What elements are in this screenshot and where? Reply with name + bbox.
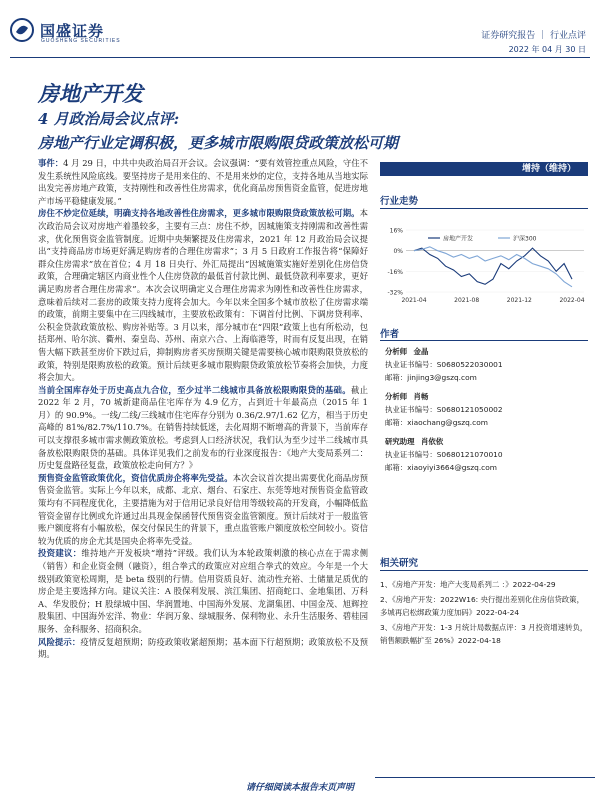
analyst-2-name: 肖畅 (413, 392, 429, 401)
logo-name-cn: 国盛证券 (40, 21, 105, 40)
event-text: 4 月 29 日，中共中央政治局召开会议。会议强调：“要有效管控重点风险，守住不发生系统性风险底线。要坚持房子是用来住的、不是用来炒的定位，支持各地从当地实际出发完善房地产政策，支持刚性和改善性住房需求，优化商品房预售资金监管，促进房地产市场平稳健康发展。” (38, 158, 368, 206)
analyst-2 (385, 390, 590, 429)
analyst-1-email[interactable]: 邮箱：jinjing3@gszq.com (385, 373, 477, 382)
paragraph-policy-text: 本次政治局会议对房地产着墨较多，主要有三点：房住不炒，因城施策支持刚需和改善性需求，优化预售资金监管制度。近期中央频繁提及住房需求，2021 年 12 月政治局会议提出“支持商品房市场更好满足购房者的合理住房需求”；3 月 5 日政府工作报告将“保障好群众住房需求”放在首位；4 月 18 日央行、外汇局提出“因城施策实施好差别化住房信贷政策，合理确定辖区内商业性个人住房贷款的最低首付款比例、最低贷款利率要求，更好满足购房者合理住房需求”。本次会议明确定义合理住房需求为刚性和改善性住房需求，意味着后续对二套房的政策支持力度将会加大。今年以来全国多个城市放松了住房需求端的政策，前期主要集中在三四线城市，主要放松政策有：下调首付比例、下调房贷利率、公积金贷款政策放松、购房补贴等。3 月以来，部分城市在“四限”政策上也有所松动，包括郑州、哈尔滨、衢州、秦皇岛、苏州、南京六合、上海临港等，时而有反复出现，在销售大幅下跌甚至房价下跌过后，抑制购房者买房预期关键是需要核心城市限购限贷放松的政策，特别是限购放松的政策。预计后续更多城市限购限贷政策放松节奏将会加快，力度将会加大。 (38, 208, 368, 383)
analyst-3-role: 研究助理 (385, 437, 415, 446)
paragraph-policy-head: 房住不炒定位延续，明确支持各地改善性住房需求，更多城市限购限贷政策放松可期。 (38, 208, 360, 219)
series-line-csi300 (414, 247, 572, 287)
analysts-title: 作者 (380, 329, 400, 340)
event-label: 事件： (38, 158, 64, 168)
paragraph-presale-text: 本次会议首次提出需要优化商品房预售资金监管。实际上今年以来，成都、北京、烟台、石家庄、东莞等地对预售资金监管政策均有不同程度优化，主要措施为对于信用记录良好信用等级较高的开发商，小幅降低监管资金留存比例或允许通过出具现金保函替代预售资金监管额度。预计后续对于一般监管账户额度将有小幅放松，保交付保民生的背景下，重点监管账户额度放松空间较小。资信较为优质的房企尤其是国央企将率先受益。 (38, 472, 369, 546)
analyst-3-name: 肖依依 (420, 437, 444, 446)
analysts-list (385, 345, 590, 474)
analyst-1-cert: 执业证书编号：S0680522030001 (385, 360, 503, 369)
x-tick-label: 2021-08 (454, 297, 480, 304)
analyst-1-name: 金晶 (413, 347, 429, 356)
report-title-line2: 房地产行业定调积极，更多城市限购限贷政策放松可期 (38, 134, 399, 152)
paragraph-investment (38, 547, 368, 635)
paragraph-presale-head: 预售资金监管政策优化，资信优质房企将率先受益。 (38, 472, 233, 483)
paragraph-inventory-text: 截止 2022 年 2 月，70 城新建商品住宅库存为 4.9 亿方，占到近十年最高点（2015 年 1 月）的 90.9%。一线/二线/三线城市住宅库存分别为 0.36/2.97/1.62 亿方，相当于历史高峰的 81%/82.7%/110.7%。在销售持续低迷，去化周期不断增高的背景下，当前库存可以支撑很多城市需求侧政策放松。考虑到人口经济状况，我们认为至少过半二线城市具备放松限购限贷的基础。具体详见我们之前发布的行业深度报告：《地产大变局系列二：历史复盘路径复盘，政策放松走向何方？》 (38, 384, 369, 471)
paragraph-inventory (38, 384, 368, 472)
paragraph-investment-head: 投资建议： (38, 548, 82, 559)
analyst-2-role: 分析师 (385, 392, 408, 401)
analyst-2-cert: 执业证书编号：S0680121050002 (385, 405, 503, 414)
related-list (380, 578, 588, 649)
analyst-2-email[interactable]: 邮箱：xiaochang@gszq.com (385, 418, 488, 427)
report-body (38, 157, 368, 661)
trend-chart (380, 220, 588, 320)
y-tick-label: -32% (387, 289, 403, 297)
related-item[interactable]: 3、《房地产开发：1-3 月统计局数据点评：3 月投资增速转负，销售额跌幅扩至 26%》2022-04-18 (380, 623, 588, 645)
x-tick-label: 2022-04 (559, 297, 585, 304)
paragraph-risk-head: 风险提示： (38, 636, 81, 647)
logo-name-en: GUOSHENG SECURITIES (41, 38, 121, 44)
related-divider (380, 570, 588, 571)
related-item[interactable]: 1、《房地产开发：地产大变局系列二 ：》2022-04-29 (380, 580, 556, 589)
analyst-3 (385, 435, 590, 474)
event-paragraph (38, 157, 368, 207)
related-item[interactable]: 2、《房地产开发：2022W16: 央行提出差别化住房信贷政策，多城再启松绑政策力度加码》2022-04-24 (380, 595, 584, 617)
y-tick-label: 16% (389, 227, 403, 235)
footer-note: 请仔细阅读本报告末页声明 (245, 783, 354, 793)
x-tick-label: 2021-12 (506, 297, 532, 304)
trend-divider (380, 208, 588, 209)
paragraph-investment-text: 维持地产开发板块“增持”评级。我们认为本轮政策刺激的核心点在于需求侧（销售）和企业资金侧（融资），组合拳式的政策应对应组合拳式的效应。今年是一个大级别政策宽松周期，是 beta 级别的行情。信用资质良好、流动性充裕、土储量足质优的房企是主要选择方向。建议关注：A 股保利发展、滨江集团、招商蛇口、金地集团、万科 A、华发股份；H 股绿城中国、华润置地、中国海外发展、龙湖集团、中国金茂、旭辉控股集团、中国海外宏洋、物业：华润万象、绿城服务、保利物业、永升生活服务、碧桂园服务、金科服务、招商积余。 (38, 548, 369, 634)
report-type: 证券研究报告 ｜ 行业点评 (481, 31, 586, 41)
analyst-3-email[interactable]: 邮箱：xiaoyiyi3664@gszq.com (385, 463, 497, 472)
header-divider (10, 57, 590, 58)
legend-label: 沪深300 (513, 235, 537, 243)
footer-divider (375, 777, 595, 778)
analyst-1-role: 分析师 (385, 347, 408, 356)
y-tick-label: -16% (387, 268, 403, 276)
company-logo-icon (10, 18, 34, 42)
series-line-property (414, 248, 572, 284)
related-title: 相关研究 (380, 558, 419, 569)
paragraph-risk-text: 疫情反复超预期；防疫政策收紧超预期；基本面下行超预期；政策放松不及预期。 (38, 636, 369, 660)
analysts-divider (380, 340, 588, 341)
rating-text: 增持（维持） (521, 164, 576, 174)
rating-badge (380, 162, 588, 176)
paragraph-risk (38, 636, 368, 661)
x-tick-label: 2021-04 (401, 297, 427, 304)
analyst-1 (385, 345, 590, 384)
legend-label: 房地产开发 (443, 235, 474, 243)
paragraph-presale (38, 472, 368, 548)
paragraph-inventory-head: 当前全国库存处于历史高点九合位，至少过半二线城市具备放松限购限贷的基础。 (38, 384, 351, 395)
y-tick-label: 0% (393, 248, 403, 256)
trend-title: 行业走势 (380, 196, 419, 207)
paragraph-policy (38, 207, 368, 383)
report-title-line1: 4 月政治局会议点评: (38, 110, 180, 128)
industry-title: 房地产开发 (38, 81, 143, 106)
report-date: 2022 年 04 月 30 日 (508, 45, 586, 54)
analyst-3-cert: 执业证书编号：S0680121070010 (385, 450, 503, 459)
